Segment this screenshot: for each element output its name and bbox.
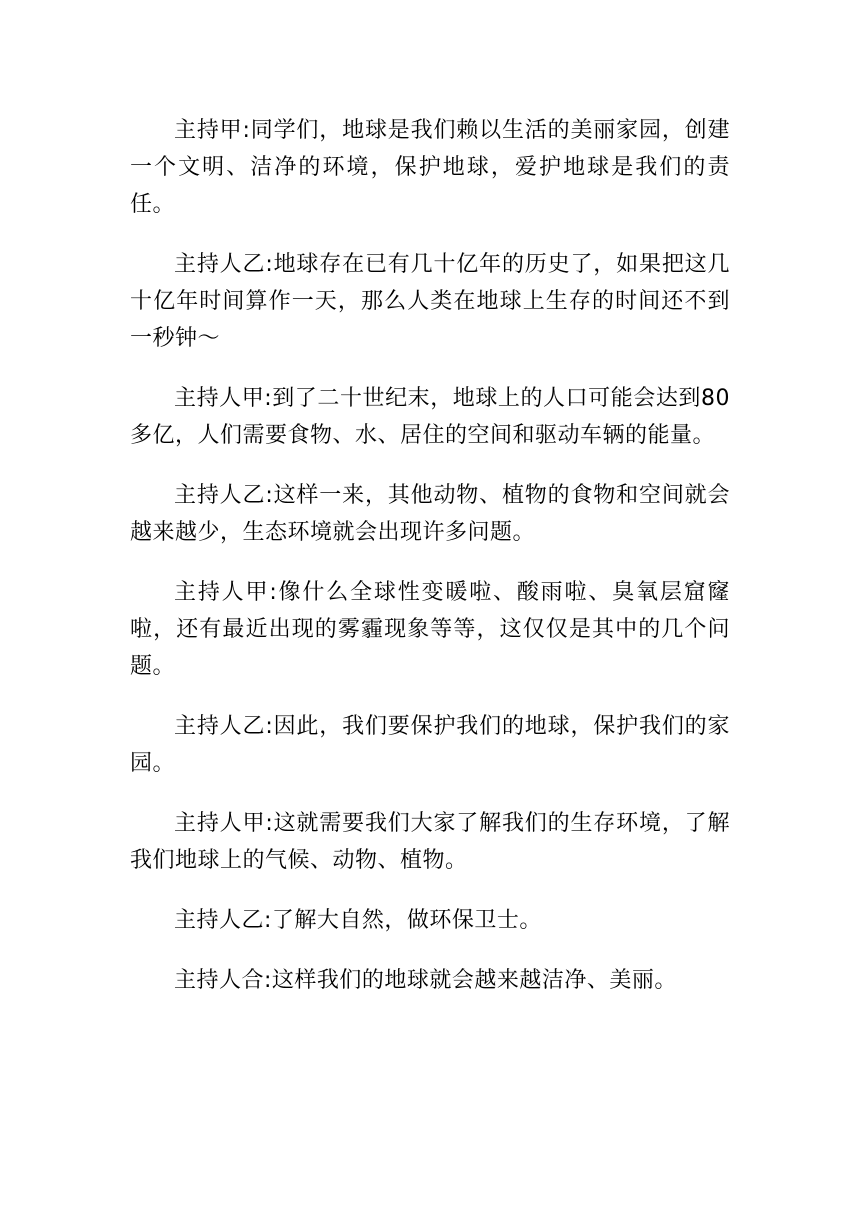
- paragraph-host-b-history: 主持人乙:地球存在已有几十亿年的历史了，如果把这几十亿年时间算作一天，那么人类在地球上生存的时间还不到一秒钟～: [130, 252, 730, 351]
- paragraph-host-a-intro: 主持甲:同学们，地球是我们赖以生活的美丽家园，创建一个文明、洁净的环境，保护地球，爱护地球是我们的责任。: [130, 118, 730, 217]
- paragraph-host-b-protect: 主持人乙:因此，我们要保护我们的地球，保护我们的家园。: [130, 714, 730, 776]
- document-body: [130, 112, 730, 1022]
- paragraph-host-a-population: 主持人甲:到了二十世纪末，地球上的人口可能会达到80多亿，人们需要食物、水、居住的空间和驱动车辆的能量。: [130, 386, 730, 448]
- paragraph-host-a-understand: 主持人甲:这就需要我们大家了解我们的生存环境，了解我们地球上的气候、动物、植物。: [130, 811, 730, 873]
- paragraph-host-a-problems: 主持人甲:像什么全球性变暖啦、酸雨啦、臭氧层窟窿啦，还有最近出现的雾霾现象等等，这仅仅是其中的几个问题。: [130, 580, 730, 679]
- paragraph-host-b-nature: 主持人乙:了解大自然，做环保卫士。: [174, 908, 542, 933]
- paragraph-hosts-together: 主持人合:这样我们的地球就会越来越洁净、美丽。: [174, 968, 677, 993]
- paragraph-host-b-ecology: 主持人乙:这样一来，其他动物、植物的食物和空间就会越来越少，生态环境就会出现许多问题。: [130, 483, 730, 545]
